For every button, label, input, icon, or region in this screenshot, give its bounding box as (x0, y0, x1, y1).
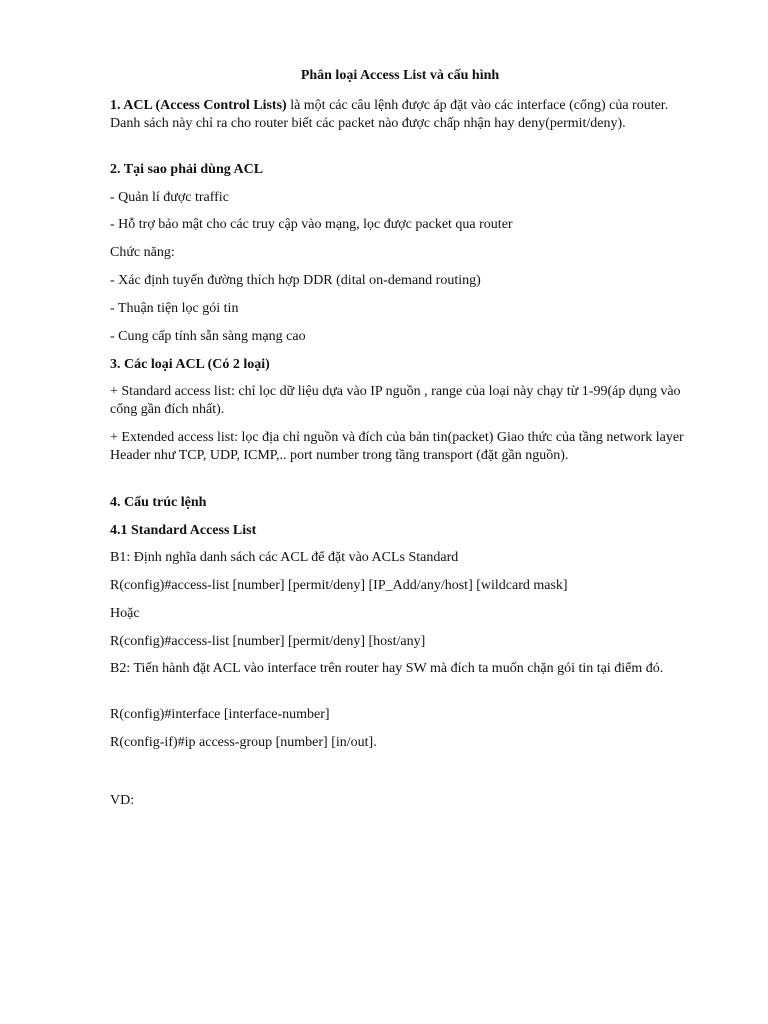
document-title: Phân loại Access List và cấu hình (300, 68, 500, 83)
example-label: VD: (110, 793, 135, 808)
command-access-group: R(config-if)#ip access-group [number] [in/out]. (110, 735, 377, 750)
function-item-1: - Xác định tuyến đường thích hợp DDR (dital on-demand routing) (110, 273, 481, 288)
function-item-2: - Thuận tiện lọc gói tin (110, 301, 239, 316)
command-access-list-full: R(config)#access-list [number] [permit/deny] [IP_Add/any/host] [wildcard mask] (110, 578, 568, 593)
section-3-heading: 3. Các loại ACL (Có 2 loại) (110, 357, 270, 372)
step-2-text: B2: Tiến hành đặt ACL vào interface trên router hay SW mà đích ta muốn chặn gói tin tại điểm đó. (110, 661, 664, 676)
function-item-3: - Cung cấp tính sẵn sàng mạng cao (110, 329, 306, 344)
section-2-heading: 2. Tại sao phải dùng ACL (110, 162, 264, 177)
section-1-paragraph (110, 97, 700, 133)
or-text: Hoặc (110, 606, 140, 621)
section-1-text: là một các câu lệnh được áp đặt vào các interface (cổng) của router. Danh sách này chỉ ra cho router biết các packet nào được chấp nhận hay deny(permit/deny). (110, 98, 669, 131)
command-interface: R(config)#interface [interface-number] (110, 707, 330, 722)
extended-acl-description: + Extended access list: lọc địa chỉ nguồn và đích của bản tin(packet) Giao thức của tầng network layer Header như TCP, UDP, ICMP,.. port number trong tầng transport (đặt gần nguồn). (110, 430, 684, 463)
section-2-item-1: - Quản lí được traffic (110, 190, 229, 205)
standard-acl-description: + Standard access list: chỉ lọc dữ liệu dựa vào IP nguồn , range của loại này chạy từ 1-99(áp dụng vào cổng gần đích nhất). (110, 384, 681, 417)
step-1-text: B1: Định nghĩa danh sách các ACL để đặt vào ACLs Standard (110, 550, 459, 565)
function-label: Chức năng: (110, 245, 175, 260)
section-4-heading: 4. Cấu trúc lệnh (110, 495, 207, 510)
section-2-item-2: - Hỗ trợ bảo mật cho các truy cập vào mạng, lọc được packet qua router (110, 217, 513, 232)
section-1-heading: 1. ACL (Access Control Lists) (110, 98, 287, 113)
command-access-list-short: R(config)#access-list [number] [permit/deny] [host/any] (110, 634, 426, 649)
section-4-1-heading: 4.1 Standard Access List (110, 523, 257, 538)
